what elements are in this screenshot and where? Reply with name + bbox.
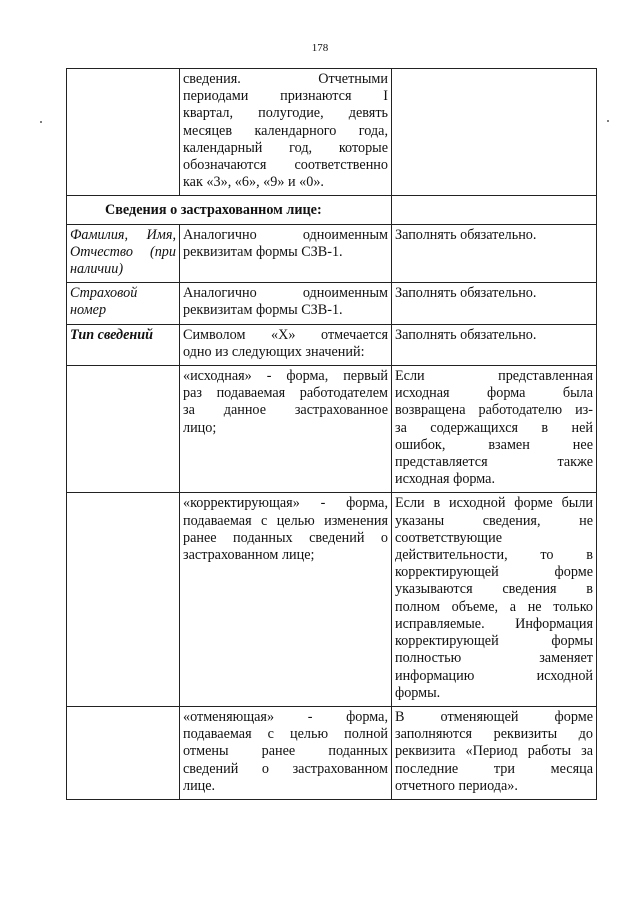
label-cell bbox=[67, 706, 180, 799]
table-row bbox=[67, 224, 597, 283]
text-line: исходная форма. bbox=[395, 471, 496, 488]
description-cell bbox=[180, 224, 392, 283]
text-line: ошибок, взамен нее bbox=[395, 436, 593, 453]
description-cell bbox=[180, 283, 392, 324]
text-line: раз подаваемая работодателем bbox=[183, 385, 388, 402]
text-line: Страховой bbox=[70, 285, 138, 302]
scan-speck bbox=[40, 121, 42, 123]
scan-speck bbox=[607, 120, 609, 122]
label-cell bbox=[67, 69, 180, 196]
table-row bbox=[67, 493, 597, 706]
text-line: отчетного периода». bbox=[395, 777, 518, 794]
text-line: лице. bbox=[183, 777, 216, 794]
text-line: действительности, то в bbox=[395, 547, 593, 564]
text-line: исходная форма была bbox=[395, 385, 593, 402]
text-line: Заполнять обязательно. bbox=[395, 326, 537, 343]
text-line: указываются сведения в bbox=[395, 581, 593, 598]
text-line: за содержащихся в ней bbox=[395, 419, 593, 436]
text-line: наличии) bbox=[70, 261, 124, 278]
note-cell bbox=[392, 69, 597, 196]
text-line: сведения. Отчетными bbox=[183, 71, 388, 87]
text-line: «корректирующая» - форма, bbox=[183, 495, 388, 512]
label-cell bbox=[67, 366, 180, 493]
description-cell bbox=[180, 69, 392, 196]
table-row bbox=[67, 366, 597, 493]
description-cell bbox=[180, 493, 392, 706]
text-line: отмены ранее поданных bbox=[183, 743, 388, 760]
note-cell bbox=[392, 283, 597, 324]
text-line: Отчество (при bbox=[70, 243, 176, 260]
text-line: Заполнять обязательно. bbox=[395, 226, 537, 243]
note-cell bbox=[392, 493, 597, 706]
text-line: формы. bbox=[395, 684, 441, 701]
text-line: квартал, полугодие, девять bbox=[183, 105, 388, 122]
text-line: реквизита «Период работы за bbox=[395, 743, 593, 760]
text-line: как «3», «6», «9» и «0». bbox=[183, 174, 324, 191]
label-cell bbox=[67, 324, 180, 365]
table-row bbox=[67, 69, 597, 196]
text-line: застрахованном лице; bbox=[183, 547, 315, 564]
text-line: «исходная» - форма, первый bbox=[183, 368, 388, 385]
text-line: соответствующие bbox=[395, 529, 503, 546]
text-line: обозначаются соответственно bbox=[183, 157, 388, 174]
text-line: последние три месяца bbox=[395, 760, 593, 777]
note-cell bbox=[392, 224, 597, 283]
text-line: периодами признаются I bbox=[183, 88, 388, 105]
text-line: Если представленная bbox=[395, 368, 593, 385]
table-row bbox=[67, 706, 597, 799]
table-row bbox=[67, 324, 597, 365]
text-line: подаваемая с целью изменения bbox=[183, 512, 388, 529]
document-table bbox=[66, 68, 597, 800]
table-row bbox=[67, 196, 597, 224]
text-line: реквизитам формы СЗВ-1. bbox=[183, 302, 343, 319]
text-line: В отменяющей форме bbox=[395, 708, 593, 725]
text-line: календарный год, которые bbox=[183, 139, 388, 156]
text-line: Аналогично одноименным bbox=[183, 285, 388, 302]
text-line: исправляемые. Информация bbox=[395, 615, 593, 632]
text-line: корректирующей форме bbox=[395, 564, 593, 581]
text-line: Символом «Х» отмечается bbox=[183, 326, 388, 343]
text-line: полностью заменяет bbox=[395, 650, 593, 667]
text-line: информацию исходной bbox=[395, 667, 593, 684]
label-cell bbox=[67, 493, 180, 706]
text-line: номер bbox=[70, 302, 107, 319]
text-line: возвращена работодателю из- bbox=[395, 402, 593, 419]
label-cell bbox=[67, 283, 180, 324]
text-line: Тип сведений bbox=[70, 326, 154, 343]
text-line: Если в исходной форме были bbox=[395, 495, 593, 512]
text-line: Заполнять обязательно. bbox=[395, 285, 537, 302]
text-line: корректирующей формы bbox=[395, 633, 593, 650]
page-number: 178 bbox=[311, 42, 329, 54]
description-cell bbox=[180, 706, 392, 799]
empty-cell bbox=[392, 196, 597, 224]
text-line: лицо; bbox=[183, 419, 217, 436]
table-row bbox=[67, 283, 597, 324]
text-line: «отменяющая» - форма, bbox=[183, 708, 388, 725]
text-line: полном объеме, а не только bbox=[395, 598, 593, 615]
text-line: месяцев календарного года, bbox=[183, 122, 388, 139]
note-cell bbox=[392, 366, 597, 493]
description-cell bbox=[180, 366, 392, 493]
description-cell bbox=[180, 324, 392, 365]
text-line: указаны сведения, не bbox=[395, 512, 593, 529]
text-line: одно из следующих значений: bbox=[183, 343, 365, 360]
note-cell bbox=[392, 706, 597, 799]
text-line: представляется также bbox=[395, 454, 593, 471]
text-line: ранее поданных сведений о bbox=[183, 529, 388, 546]
text-line: подаваемая с целью полной bbox=[183, 726, 388, 743]
text-line: Фамилия, Имя, bbox=[70, 226, 176, 243]
text-line: сведений о застрахованном bbox=[183, 760, 388, 777]
label-cell bbox=[67, 224, 180, 283]
text-line: Аналогично одноименным bbox=[183, 226, 388, 243]
text-line: за данное застрахованное bbox=[183, 402, 388, 419]
text-line: реквизитам формы СЗВ-1. bbox=[183, 243, 343, 260]
note-cell bbox=[392, 324, 597, 365]
section-title: Сведения о застрахованном лице: bbox=[67, 196, 392, 224]
text-line: заполняются реквизиты до bbox=[395, 726, 593, 743]
